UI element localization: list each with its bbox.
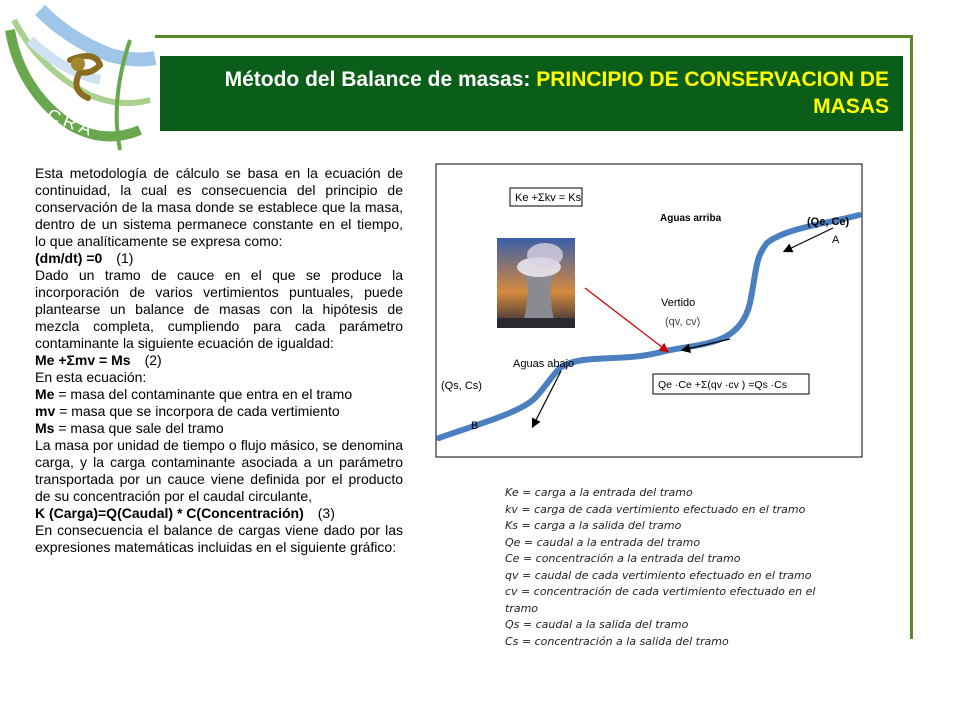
legend-item: qv = caudal de cada vertimiento efectuado en el tramo bbox=[505, 568, 812, 582]
equation-2-number: (2) bbox=[144, 352, 162, 368]
definition-ms-text: = masa que sale del tramo bbox=[54, 420, 224, 436]
label-vertido: Vertido bbox=[661, 297, 696, 309]
formula-bottom: Qe ·Ce +Σ(qv ·cv ) =Qs ·Cs bbox=[658, 379, 788, 391]
definition-ms bbox=[35, 420, 403, 437]
legend-item: cv = concentración de cada vertimiento efectuado en el tramo bbox=[505, 585, 816, 615]
paragraph-carga: La masa por unidad de tiempo o flujo másico, se denomina carga, y la carga contaminante asociada a un parámetro transportada por un cauce viene definida por el producto de su concentración por el caudal circulante, bbox=[35, 437, 403, 504]
frame-right-line bbox=[910, 35, 913, 639]
body-text bbox=[35, 165, 403, 556]
title-bar bbox=[160, 56, 903, 131]
definition-me-text: = masa del contaminante que entra en el tramo bbox=[54, 386, 353, 402]
equation-3 bbox=[35, 505, 403, 522]
equation-1-number: (1) bbox=[116, 250, 134, 266]
page-title bbox=[169, 66, 889, 120]
equation-3-text: K (Carga)=Q(Caudal) * C(Concentración) bbox=[35, 505, 304, 521]
legend-item: kv = carga de cada vertimiento efectuado en el tramo bbox=[505, 502, 806, 516]
definition-me-term: Me bbox=[35, 386, 55, 402]
paragraph-conclusion: En consecuencia el balance de cargas viene dado por las expresiones matemáticas incluidas en el siguiente gráfico: bbox=[35, 522, 403, 555]
label-qs-cs: (Qs, Cs) bbox=[441, 380, 482, 392]
label-qe-ce: (Qe, Ce) bbox=[807, 216, 850, 228]
equation-2 bbox=[35, 352, 403, 369]
mass-balance-diagram bbox=[435, 163, 863, 458]
legend bbox=[505, 485, 835, 650]
legend-item: Cs = concentración a la salida del tramo bbox=[505, 634, 729, 648]
equation-1-text: (dm/dt) =0 bbox=[35, 250, 103, 266]
legend-item: Qe = caudal a la entrada del tramo bbox=[505, 535, 701, 549]
paragraph-intro: Esta metodología de cálculo se basa en la ecuación de continuidad, la cual es consecuencia del principio de conservación de la masa donde se establece que la masa, dentro de un sistema permanece constante en el tiempo, lo que analíticamente se expresa como: bbox=[35, 165, 403, 249]
equation-2-text: Me +Σmv = Ms bbox=[35, 352, 131, 368]
definition-mv-term: mv bbox=[35, 403, 56, 419]
label-qv-cv: (qv, cv) bbox=[665, 316, 701, 328]
label-b: B bbox=[471, 420, 479, 432]
paragraph-tramo: Dado un tramo de cauce en el que se produce la incorporación de varios vertimientos puntuales, puede plantearse un balance de masas con la hipótesis de mezcla completa, cumpliendo para cada parámetro contaminante la siguiente ecuación de igualdad: bbox=[35, 267, 403, 351]
frame-top-line bbox=[155, 35, 913, 38]
formula-top: Ke +Σkv = Ks bbox=[515, 192, 582, 204]
definition-mv-text: = masa que se incorpora de cada vertimiento bbox=[55, 403, 340, 419]
label-a: A bbox=[832, 234, 840, 246]
definition-mv bbox=[35, 403, 403, 420]
legend-item: Ks = carga a la salida del tramo bbox=[505, 519, 682, 532]
title-highlight: PRINCIPIO DE CONSERVACION DE MASAS bbox=[536, 68, 889, 118]
equation-1 bbox=[35, 250, 403, 267]
legend-item: Ce = concentración a la entrada del tramo bbox=[505, 552, 741, 565]
legend-item: Ke = carga a la entrada del tramo bbox=[505, 486, 693, 499]
label-downstream: Aguas abajo bbox=[513, 358, 575, 370]
logo-text: CRA bbox=[44, 104, 99, 141]
definition-me bbox=[35, 386, 403, 403]
cra-logo bbox=[0, 0, 160, 165]
equation-3-number: (3) bbox=[317, 505, 335, 521]
title-main: Método del Balance de masas: bbox=[224, 68, 537, 91]
paragraph-ecuacion: En esta ecuación: bbox=[35, 369, 147, 385]
cooling-tower-image bbox=[497, 238, 575, 328]
legend-item: Qs = caudal a la salida del tramo bbox=[505, 618, 689, 631]
definition-ms-term: Ms bbox=[35, 420, 55, 436]
label-upstream: Aguas arriba bbox=[660, 213, 722, 224]
